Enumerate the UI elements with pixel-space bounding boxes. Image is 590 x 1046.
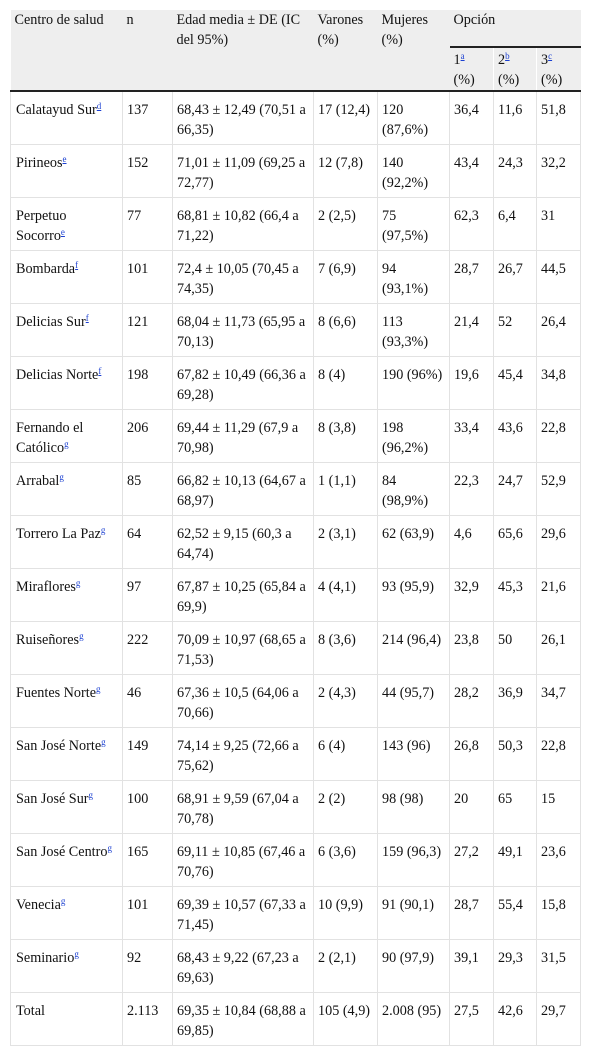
- cell-n: 101: [123, 887, 173, 940]
- cell-option-3: 52,9: [537, 463, 581, 516]
- cell-center: [11, 781, 123, 834]
- table-row: [11, 251, 581, 304]
- cell-center: [11, 304, 123, 357]
- col-header-option-2: [494, 47, 537, 91]
- cell-men: 7 (6,9): [314, 251, 378, 304]
- cell-men: 8 (3,6): [314, 622, 378, 675]
- cell-men: 1 (1,1): [314, 463, 378, 516]
- cell-age: 69,11 ± 10,85 (67,46 a 70,76): [173, 834, 314, 887]
- cell-age: 68,91 ± 9,59 (67,04 a 70,78): [173, 781, 314, 834]
- cell-option-1: 21,4: [450, 304, 494, 357]
- center-name: Seminario: [16, 950, 75, 966]
- cell-men: 6 (3,6): [314, 834, 378, 887]
- cell-n: 152: [123, 145, 173, 198]
- cell-option-1: 27,2: [450, 834, 494, 887]
- cell-women: 214 (96,4): [378, 622, 450, 675]
- cell-center: [11, 410, 123, 463]
- cell-option-3: 26,1: [537, 622, 581, 675]
- footnote-link[interactable]: g: [79, 631, 84, 641]
- cell-option-2: 52: [494, 304, 537, 357]
- table-row: [11, 569, 581, 622]
- cell-n: 222: [123, 622, 173, 675]
- cell-option-1: 32,9: [450, 569, 494, 622]
- footnote-link-b[interactable]: b: [505, 51, 510, 61]
- table-row: [11, 887, 581, 940]
- cell-center: [11, 463, 123, 516]
- footnote-link[interactable]: g: [101, 737, 106, 747]
- cell-option-1: 36,4: [450, 91, 494, 145]
- table-row: [11, 940, 581, 993]
- cell-n: 97: [123, 569, 173, 622]
- cell-option-3: 51,8: [537, 91, 581, 145]
- center-name: Bombarda: [16, 261, 76, 277]
- cell-center: [11, 145, 123, 198]
- cell-option-1: 23,8: [450, 622, 494, 675]
- cell-option-3: 32,2: [537, 145, 581, 198]
- cell-center: [11, 622, 123, 675]
- cell-option-3: 15: [537, 781, 581, 834]
- center-name: Fuentes Norte: [16, 685, 96, 701]
- cell-age: 62,52 ± 9,15 (60,3 a 64,74): [173, 516, 314, 569]
- cell-men: 4 (4,1): [314, 569, 378, 622]
- table-row: [11, 993, 581, 1046]
- table-body: [11, 91, 581, 1046]
- cell-women: 90 (97,9): [378, 940, 450, 993]
- table-row: [11, 145, 581, 198]
- col-header-age: Edad media ± DE (IC del 95%): [173, 10, 314, 91]
- cell-option-1: 39,1: [450, 940, 494, 993]
- cell-n: 206: [123, 410, 173, 463]
- center-name: Ruiseñores: [16, 632, 80, 648]
- footnote-link[interactable]: f: [98, 366, 102, 376]
- footnote-link[interactable]: g: [74, 949, 79, 959]
- health-center-table: [10, 10, 581, 1046]
- center-name: San José Norte: [16, 738, 102, 754]
- cell-age: 72,4 ± 10,05 (70,45 a 74,35): [173, 251, 314, 304]
- center-name: Pirineos: [16, 155, 63, 171]
- cell-women: 159 (96,3): [378, 834, 450, 887]
- center-name: Venecia: [16, 897, 61, 913]
- cell-n: 46: [123, 675, 173, 728]
- cell-center: [11, 516, 123, 569]
- cell-option-2: 26,7: [494, 251, 537, 304]
- option-2-unit: (%): [498, 72, 520, 88]
- cell-age: 74,14 ± 9,25 (72,66 a 75,62): [173, 728, 314, 781]
- cell-men: 2 (2,1): [314, 940, 378, 993]
- cell-men: 10 (9,9): [314, 887, 378, 940]
- cell-option-2: 43,6: [494, 410, 537, 463]
- cell-option-2: 36,9: [494, 675, 537, 728]
- cell-age: 67,87 ± 10,25 (65,84 a 69,9): [173, 569, 314, 622]
- cell-n: 121: [123, 304, 173, 357]
- col-header-n: n: [123, 10, 173, 91]
- cell-option-2: 24,7: [494, 463, 537, 516]
- center-name: Arrabal: [16, 473, 60, 489]
- cell-age: 66,82 ± 10,13 (64,67 a 68,97): [173, 463, 314, 516]
- table-row: [11, 675, 581, 728]
- cell-option-2: 50: [494, 622, 537, 675]
- cell-option-1: 4,6: [450, 516, 494, 569]
- cell-n: 198: [123, 357, 173, 410]
- cell-option-1: 28,7: [450, 887, 494, 940]
- center-name: Miraflores: [16, 579, 76, 595]
- footnote-link[interactable]: g: [60, 896, 66, 906]
- cell-option-3: 31: [537, 198, 581, 251]
- cell-option-1: 28,2: [450, 675, 494, 728]
- cell-age: 68,43 ± 12,49 (70,51 a 66,35): [173, 91, 314, 145]
- cell-option-1: 28,7: [450, 251, 494, 304]
- cell-women: 84 (98,9%): [378, 463, 450, 516]
- cell-option-2: 65: [494, 781, 537, 834]
- cell-age: 71,01 ± 11,09 (69,25 a 72,77): [173, 145, 314, 198]
- cell-n: 92: [123, 940, 173, 993]
- cell-option-2: 65,6: [494, 516, 537, 569]
- cell-option-1: 20: [450, 781, 494, 834]
- cell-n: 101: [123, 251, 173, 304]
- table-row: [11, 728, 581, 781]
- cell-n: 64: [123, 516, 173, 569]
- table-row: [11, 463, 581, 516]
- cell-option-1: 43,4: [450, 145, 494, 198]
- table-row: [11, 410, 581, 463]
- cell-option-3: 22,8: [537, 728, 581, 781]
- center-name: Perpetuo Socorro: [16, 208, 67, 244]
- col-header-option-1: [450, 47, 494, 91]
- table-row: [11, 91, 581, 145]
- center-name: Torrero La Paz: [16, 526, 101, 542]
- cell-men: 6 (4): [314, 728, 378, 781]
- cell-option-2: 6,4: [494, 198, 537, 251]
- footnote-link[interactable]: g: [100, 525, 106, 535]
- footnote-link[interactable]: f: [85, 313, 89, 323]
- cell-option-1: 27,5: [450, 993, 494, 1046]
- cell-women: 62 (63,9): [378, 516, 450, 569]
- cell-women: 2.008 (95): [378, 993, 450, 1046]
- cell-age: 68,81 ± 10,82 (66,4 a 71,22): [173, 198, 314, 251]
- col-header-women: Mujeres (%): [378, 10, 450, 91]
- cell-women: 143 (96): [378, 728, 450, 781]
- center-name: Delicias Sur: [16, 314, 86, 330]
- cell-women: 190 (96%): [378, 357, 450, 410]
- center-name: Total: [16, 1003, 45, 1019]
- cell-n: 100: [123, 781, 173, 834]
- cell-center: [11, 887, 123, 940]
- cell-n: 137: [123, 91, 173, 145]
- cell-center: [11, 91, 123, 145]
- col-header-option-3: [537, 47, 581, 91]
- footnote-link-c[interactable]: c: [548, 51, 553, 61]
- cell-option-3: 26,4: [537, 304, 581, 357]
- data-table-container: [10, 10, 580, 1046]
- cell-center: [11, 198, 123, 251]
- table-header: [11, 10, 581, 91]
- cell-option-3: 34,7: [537, 675, 581, 728]
- cell-men: 12 (7,8): [314, 145, 378, 198]
- center-name: Fernando el Católico: [16, 420, 84, 456]
- table-row: [11, 357, 581, 410]
- cell-option-2: 42,6: [494, 993, 537, 1046]
- footnote-link[interactable]: g: [88, 790, 94, 800]
- cell-option-2: 50,3: [494, 728, 537, 781]
- cell-women: 113 (93,3%): [378, 304, 450, 357]
- option-1-unit: (%): [453, 72, 475, 88]
- footnote-link[interactable]: e: [60, 227, 65, 237]
- cell-option-2: 49,1: [494, 834, 537, 887]
- cell-option-3: 44,5: [537, 251, 581, 304]
- cell-women: 198 (96,2%): [378, 410, 450, 463]
- footnote-link[interactable]: g: [107, 843, 112, 853]
- cell-men: 2 (2): [314, 781, 378, 834]
- col-header-center: Centro de salud: [11, 10, 123, 91]
- col-header-men: Varones (%): [314, 10, 378, 91]
- cell-women: 98 (98): [378, 781, 450, 834]
- cell-center: [11, 940, 123, 993]
- cell-n: 149: [123, 728, 173, 781]
- option-2-number: 2: [498, 52, 506, 68]
- cell-women: 75 (97,5%): [378, 198, 450, 251]
- cell-age: 69,35 ± 10,84 (68,88 a 69,85): [173, 993, 314, 1046]
- cell-option-2: 29,3: [494, 940, 537, 993]
- cell-women: 140 (92,2%): [378, 145, 450, 198]
- cell-option-3: 22,8: [537, 410, 581, 463]
- cell-men: 105 (4,9): [314, 993, 378, 1046]
- cell-age: 70,09 ± 10,97 (68,65 a 71,53): [173, 622, 314, 675]
- cell-option-3: 21,6: [537, 569, 581, 622]
- cell-center: [11, 993, 123, 1046]
- cell-n: 2.113: [123, 993, 173, 1046]
- cell-men: 2 (4,3): [314, 675, 378, 728]
- footnote-link[interactable]: g: [75, 578, 81, 588]
- cell-age: 67,82 ± 10,49 (66,36 a 69,28): [173, 357, 314, 410]
- center-name: Delicias Norte: [16, 367, 99, 383]
- cell-n: 77: [123, 198, 173, 251]
- table-row: [11, 516, 581, 569]
- footnote-link[interactable]: g: [59, 472, 64, 482]
- cell-men: 8 (4): [314, 357, 378, 410]
- center-name: San José Centro: [16, 844, 108, 860]
- table-row: [11, 834, 581, 887]
- cell-option-3: 29,6: [537, 516, 581, 569]
- cell-men: 2 (2,5): [314, 198, 378, 251]
- center-name: Calatayud Sur: [16, 102, 97, 118]
- option-3-number: 3: [541, 52, 549, 68]
- cell-center: [11, 357, 123, 410]
- cell-option-3: 23,6: [537, 834, 581, 887]
- cell-men: 8 (3,8): [314, 410, 378, 463]
- cell-age: 67,36 ± 10,5 (64,06 a 70,66): [173, 675, 314, 728]
- cell-option-2: 45,3: [494, 569, 537, 622]
- cell-women: 91 (90,1): [378, 887, 450, 940]
- footnote-link[interactable]: f: [75, 260, 79, 270]
- cell-option-1: 62,3: [450, 198, 494, 251]
- cell-men: 8 (6,6): [314, 304, 378, 357]
- cell-option-2: 45,4: [494, 357, 537, 410]
- option-1-number: 1: [453, 52, 461, 68]
- cell-option-1: 22,3: [450, 463, 494, 516]
- cell-women: 44 (95,7): [378, 675, 450, 728]
- cell-age: 68,04 ± 11,73 (65,95 a 70,13): [173, 304, 314, 357]
- cell-option-3: 15,8: [537, 887, 581, 940]
- cell-women: 120 (87,6%): [378, 91, 450, 145]
- table-row: [11, 622, 581, 675]
- cell-n: 85: [123, 463, 173, 516]
- cell-center: [11, 728, 123, 781]
- cell-option-3: 34,8: [537, 357, 581, 410]
- footnote-link-a[interactable]: a: [460, 51, 465, 61]
- cell-women: 94 (93,1%): [378, 251, 450, 304]
- cell-women: 93 (95,9): [378, 569, 450, 622]
- cell-center: [11, 834, 123, 887]
- cell-option-1: 33,4: [450, 410, 494, 463]
- table-row: [11, 198, 581, 251]
- cell-option-2: 24,3: [494, 145, 537, 198]
- cell-option-1: 19,6: [450, 357, 494, 410]
- footnote-link[interactable]: g: [96, 684, 101, 694]
- cell-center: [11, 675, 123, 728]
- cell-men: 2 (3,1): [314, 516, 378, 569]
- cell-n: 165: [123, 834, 173, 887]
- cell-center: [11, 251, 123, 304]
- cell-age: 69,39 ± 10,57 (67,33 a 71,45): [173, 887, 314, 940]
- center-name: San José Sur: [16, 791, 89, 807]
- cell-center: [11, 569, 123, 622]
- cell-option-2: 55,4: [494, 887, 537, 940]
- cell-age: 69,44 ± 11,29 (67,9 a 70,98): [173, 410, 314, 463]
- footnote-link[interactable]: g: [64, 439, 69, 449]
- col-header-option: Opción: [450, 10, 581, 47]
- footnote-link[interactable]: e: [62, 154, 67, 164]
- option-3-unit: (%): [541, 72, 563, 88]
- cell-option-3: 29,7: [537, 993, 581, 1046]
- cell-age: 68,43 ± 9,22 (67,23 a 69,63): [173, 940, 314, 993]
- cell-option-2: 11,6: [494, 91, 537, 145]
- cell-option-3: 31,5: [537, 940, 581, 993]
- cell-men: 17 (12,4): [314, 91, 378, 145]
- cell-option-1: 26,8: [450, 728, 494, 781]
- table-row: [11, 781, 581, 834]
- table-row: [11, 304, 581, 357]
- footnote-link[interactable]: d: [96, 101, 102, 111]
